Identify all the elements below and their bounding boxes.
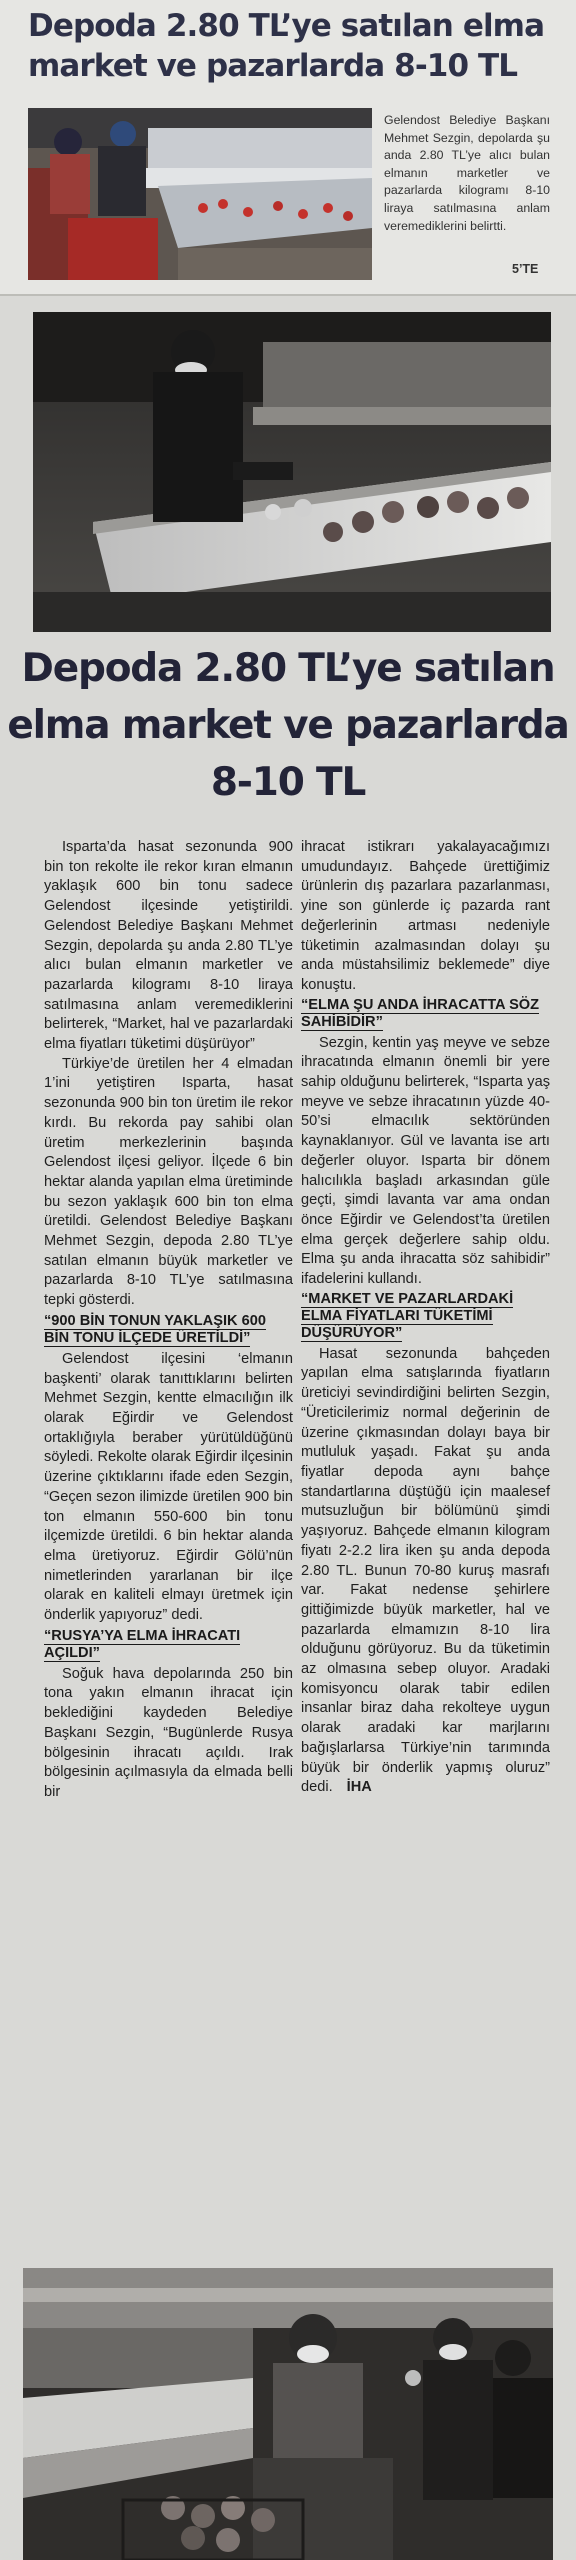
article-paragraph: Hasat sezonunda bahçeden yapılan elma satışlarında fiyatların üreticiyi sevindirdiğini belirten Sezgin, “Üreticilerimiz normal değerinin de üzerine çıkmasından dolayı baya bir mutluluk yaşadı. Fakat şu anda fiyatlar depoda aynı bahçe standartlarına düştüğü için maalesef mutsuzluğun bir bölümünü şimdi yaşıyoruz. Bahçede elmanın kilogram fiyatı 2-2.2 lira iken şu anda depoda 2.80 TL. Bunun 70-80 kuruş masrafı var. Fakat nedense şehirlere gittiğimizde büyük marketler, hal ve pazarlarda elmamızın 8-10 lira olduğunu görüyoruz. Bu da tüketimin az olmasına sebep oluyor. Aradaki komisyoncu olarak tabir edilen insanlar biraz daha rekolteye uygun olarak aradaki kar marjlarını bağışlarlarsa Türkiye’nin tarımında büyük bir önderlik yapmış oluruz” dedi. İHA <box>301 1345 550 1796</box>
teaser-headline: Depoda 2.80 TL’ye satılan elma market ve pazarlarda 8-10 TL <box>28 8 545 84</box>
article-headline: Depoda 2.80 TL’ye satılan elma market ve pazarlarda 8-10 TL <box>7 646 569 805</box>
teaser-photo <box>28 108 372 280</box>
article-right-column <box>301 838 550 1798</box>
article-paragraph: Türkiye’de üretilen her 4 elmadan 1’ini yetiştiren Isparta, hasat sezonunda 900 bin ton üretim ile rekor kırdı. Bu rekorda pay sahibi olan üretim merkezlerinin başında Gelendost ilçesi geliyor. İlçede 6 bin hektar alanda yapılan elma üretiminde bu sezon yaklaşık 600 bin ton elma üretildi. Gelendost Belediye Başkanı Mehmet Sezgin, depoda 2.80 TL’ye satılan elmanın büyük marketler ve pazarlarda 8-10 TL’ye satılmasına tepki gösterdi. <box>44 1055 293 1309</box>
article-subhead: “900 BİN TONUN YAKLAŞIK 600 BİN TONU İLÇEDE ÜRETİLDİ” <box>44 1312 266 1346</box>
article-subhead: “RUSYA’YA ELMA İHRACATI AÇILDI” <box>44 1627 241 1661</box>
news-agency: İHA <box>346 1779 372 1796</box>
article-subhead: “MARKET VE PAZARLARDAKİ ELMA FİYATLARI TÜKETİMİ DÜŞÜRÜYOR” <box>301 1290 514 1341</box>
page-reference: 5’TE <box>512 262 539 276</box>
top-news-teaser <box>0 0 576 296</box>
article-left-column <box>44 838 293 1803</box>
article-subhead: “ELMA ŞU ANDA İHRACATTA SÖZ SAHİBİDİR” <box>301 996 540 1030</box>
main-photo <box>33 312 551 632</box>
article-paragraph: Sezgin, kentin yaş meyve ve sebze ihracatında elmanın önemli bir yere sahip olduğunu belirterek, “Isparta yaş meyve ve sebze ihracatının yüzde 40-50’si elmacılık sektöründen kaynaklanıyor. Gül ve lavanta ise artı değerler oluyor. Isparta bir dönem halıcılıkla başladı arkasından güle geçti, şimdi lavanta var ama ondan önce Eğirdir ve Gelendost’ta üretilen elma gerçek değerlere sahip oldu. Elma şu anda ihracatta söz sahibidir” ifadelerini kullandı. <box>301 1034 550 1288</box>
article-paragraph: ihracat istikrarı yakalayacağımızı umudundayız. Bahçede ürettiğimiz ürünlerin dış pazarlara pazarlanması, yine son günlerde iç pazarda rant değerlerinin artması nedeniyle tüketimin azalmasından dolayı şu anda müstahsilimiz beklemede” diye konuştu. <box>301 839 550 993</box>
article-paragraph: Soğuk hava depolarında 250 bin tona yakın elmanın ihracat için beklediğini kaydeden Belediye Başkanı Sezgin, “Bugünlerde Rusya bölgesinin ihracatı açıldı. Irak bölgesinin açılmasıyla da elmada belli bir <box>44 1665 293 1800</box>
bottom-photo <box>23 2268 553 2560</box>
article-paragraph: Gelendost ilçesini ‘elmanın başkenti’ olarak tanıttıklarını belirten Mehmet Sezgin, kentte elmacılığın ilk olarak Eğirdir ve Gelendost ortaklığıyla beraber yürütüldüğünü söyledi. Rekolte olarak Eğirdir ilçesinin üzerine çıktıklarını ifade eden Sezgin, “Geçen sezon ilimizde üretilen 900 bin ton elmanın 550-600 bin tonu ilçemizde üretildi. 6 bin hektar alanda elma üretiyoruz. Eğirdir Gölü’nün nimetlerinden yararlanan bir ilçe olarak en kaliteli elmayı üretmek için önderlik yapıyoruz” dedi. <box>44 1350 294 1624</box>
teaser-summary: Gelendost Belediye Başkanı Mehmet Sezgin, depolarda şu anda 2.80 TL’ye alıcı bulan elmanın marketler ve pazarlarda kilogramı 8-10 liraya satılmasına anlam veremediklerini belirtti. <box>384 113 550 233</box>
article-paragraph: Isparta’da hasat sezonunda 900 bin ton rekolte ile rekor kıran elmanın yaklaşık 600 bin tonu sadece Gelendost ilçesinde yetiştirildi. Gelendost Belediye Başkanı Mehmet Sezgin, depolarda şu anda 2.80 TL’ye alıcı bulan elmanın marketler ve pazarlarda kilogramı 8-10 liraya satılmasına anlam veremediklerini belirterek, “Market, hal ve pazarlardaki elma fiyatları tüketimi düşürüyor” <box>44 839 293 1053</box>
